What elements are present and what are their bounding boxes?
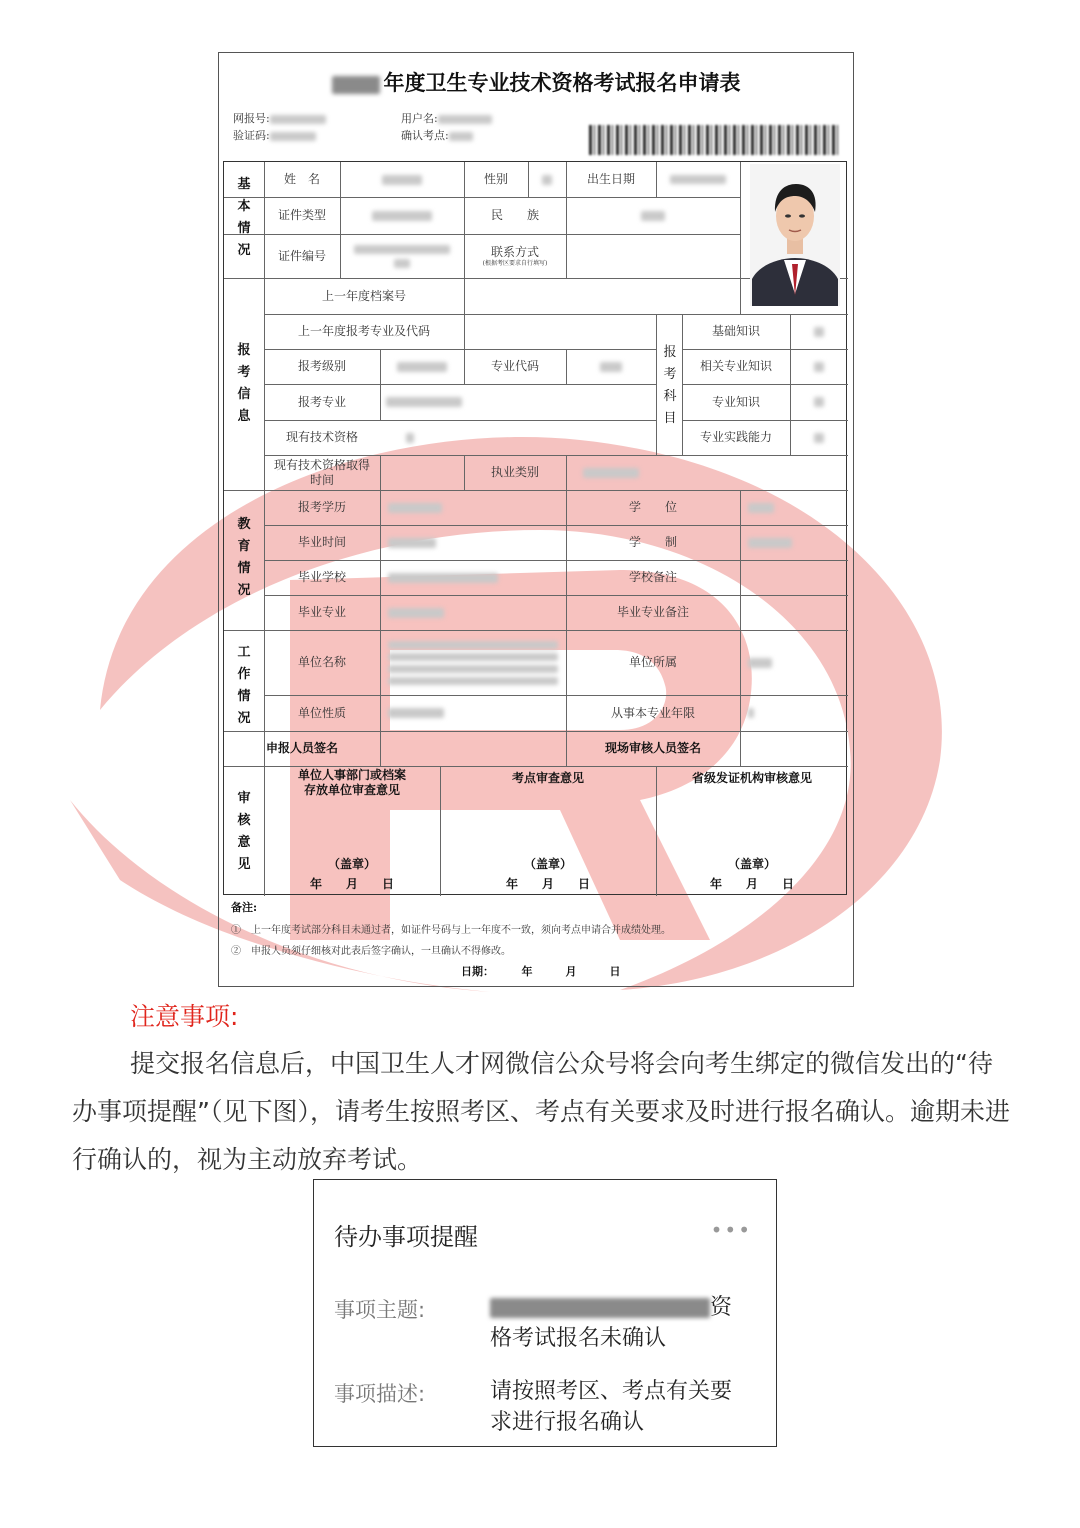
meta-username: 用户名: xyxy=(401,110,492,126)
section-apply: 报 考 信 息 xyxy=(237,343,251,424)
section-basic: 基 本 情 况 xyxy=(237,177,251,258)
label-applicant-sign: 申报人员签名 xyxy=(265,741,338,755)
subject-2-mark xyxy=(790,349,848,384)
label-gender: 性别 xyxy=(483,172,508,186)
label-unit-nature: 单位性质 xyxy=(297,705,346,720)
label-ethnicity: 民 族 xyxy=(490,208,539,222)
value-unit-nature xyxy=(380,695,566,731)
subject-3-mark xyxy=(790,384,848,420)
form-notes: 备注: ① 上一年度考试部分科目未通过者，如证件号码与上一年度不一致，须向考点申请合并成绩处理。 ② 申报人员须仔细核对此表后签字确认，一旦确认不得修改。 日期： 年 月 日 xyxy=(231,899,841,979)
note-date: 日期： 年 月 日 xyxy=(461,965,621,978)
label-grad-major: 毕业专业 xyxy=(297,605,346,619)
section-work: 工 作 情 况 xyxy=(237,645,251,726)
subject-1-mark xyxy=(790,314,848,349)
value-unit-belong xyxy=(740,630,848,695)
label-qual-time: 现有技术资格取得时间 xyxy=(273,457,370,487)
label-current-qual: 现有技术资格 xyxy=(285,430,358,444)
label-name: 姓 名 xyxy=(283,172,320,186)
year-blur xyxy=(332,76,380,94)
subject-4: 专业实践能力 xyxy=(699,430,772,444)
section-review: 审 核 意 见 xyxy=(237,791,251,872)
label-school-note: 学校备注 xyxy=(628,570,677,584)
value-ethnicity xyxy=(566,197,740,234)
subject-3: 专业知识 xyxy=(711,394,760,409)
subject-2: 相关专业知识 xyxy=(699,359,772,373)
review-date-1: 年 月 日 xyxy=(309,876,394,891)
applicant-photo xyxy=(750,164,840,306)
section-subjects: 报 考 科 目 xyxy=(663,345,677,426)
label-years: 从事本专业年限 xyxy=(610,705,695,720)
value-major xyxy=(380,384,470,420)
note-2: ② 申报人员须仔细核对此表后签字确认，一旦确认不得修改。 xyxy=(231,946,511,957)
section-edu: 教 育 情 况 xyxy=(237,517,251,598)
value-current-qual xyxy=(380,420,440,455)
label-level: 报考级别 xyxy=(297,359,346,373)
label-major: 报考专业 xyxy=(297,394,346,409)
label-unit-belong: 单位所属 xyxy=(628,655,677,669)
label-grad-major-note: 毕业专业备注 xyxy=(616,605,689,619)
label-education: 报考学历 xyxy=(297,500,346,514)
value-gender xyxy=(528,162,566,197)
notice-title: 注意事项: xyxy=(130,1002,239,1031)
review-col-1: 单位人事部门或档案存放单位审查意见 xyxy=(297,768,406,797)
value-practice-type xyxy=(566,455,656,490)
label-practice-type: 执业类别 xyxy=(490,465,539,479)
reminder-card xyxy=(313,1179,777,1447)
subject-1: 基础知识 xyxy=(711,324,760,338)
value-id-type xyxy=(340,197,464,234)
meta-confirm-site: 确认考点: xyxy=(401,127,473,143)
application-form-sheet xyxy=(218,52,854,987)
value-birth xyxy=(656,162,740,197)
value-length xyxy=(740,525,848,560)
label-school: 毕业学校 xyxy=(297,570,346,584)
value-years xyxy=(740,695,848,731)
review-col-2: 考点审查意见 xyxy=(511,770,584,785)
label-id-no: 证件编号 xyxy=(277,248,326,263)
subject-4-mark xyxy=(790,420,848,455)
label-reviewer-sign: 现场审核人员签名 xyxy=(604,741,701,755)
card-title: 待办事项提醒 xyxy=(334,1223,478,1251)
value-name xyxy=(340,162,464,197)
label-id-type: 证件类型 xyxy=(277,208,326,222)
barcode xyxy=(589,125,839,155)
value-degree xyxy=(740,490,848,525)
notice-body: 提交报名信息后，中国卫生人才网微信公众号将会向考生绑定的微信发出的“待办事项提醒”（见下图），请考生按照考区、考点有关要求及时进行报名确认。逾期未进行确认的，视为主动放弃考试。 xyxy=(72,1049,1010,1174)
label-prev-file-no: 上一年度档案号 xyxy=(321,288,406,303)
more-icon[interactable]: ••• xyxy=(710,1218,752,1242)
review-seal-2: （盖章） xyxy=(523,856,572,871)
review-col-3: 省级发证机构审核意见 xyxy=(691,770,812,785)
review-seal-1: （盖章） xyxy=(327,856,376,871)
label-unit-name: 单位名称 xyxy=(297,655,346,669)
label-birth: 出生日期 xyxy=(586,172,635,186)
review-date-3: 年 月 日 xyxy=(709,876,794,891)
review-seal-3: （盖章） xyxy=(727,856,776,871)
value-major-code xyxy=(566,349,656,384)
label-major-code: 专业代码 xyxy=(490,359,539,373)
form-table xyxy=(223,161,847,895)
value-education xyxy=(380,490,566,525)
value-id-no xyxy=(340,234,464,278)
desc-value: 请按照考区、考点有关要求进行报名确认 xyxy=(490,1379,733,1435)
label-contact: 联系方式 (根据考区要求自行填写) xyxy=(482,245,548,267)
note-1: ① 上一年度考试部分科目未通过者，如证件号码与上一年度不一致，须向考点申请合并成绩处理。 xyxy=(231,925,671,936)
label-length: 学 制 xyxy=(628,535,677,549)
value-unit-name xyxy=(380,630,566,695)
label-degree: 学 位 xyxy=(628,500,677,514)
review-date-2: 年 月 日 xyxy=(505,876,590,891)
subject-value: 资 格考试报名未确认 xyxy=(490,1295,733,1351)
meta-web-no: 网报号: xyxy=(233,110,326,126)
value-school xyxy=(380,560,566,595)
value-grad-major xyxy=(380,595,566,630)
label-grad-time: 毕业时间 xyxy=(297,535,346,549)
subject-label: 事项主题: xyxy=(334,1298,426,1322)
meta-verify-code: 验证码: xyxy=(233,127,316,143)
label-prev-major: 上一年度报考专业及代码 xyxy=(297,324,430,338)
value-grad-time xyxy=(380,525,566,560)
form-title: 年度卫生专业技术资格考试报名申请表 xyxy=(219,67,853,97)
value-level xyxy=(380,349,464,384)
desc-label: 事项描述: xyxy=(334,1382,426,1406)
